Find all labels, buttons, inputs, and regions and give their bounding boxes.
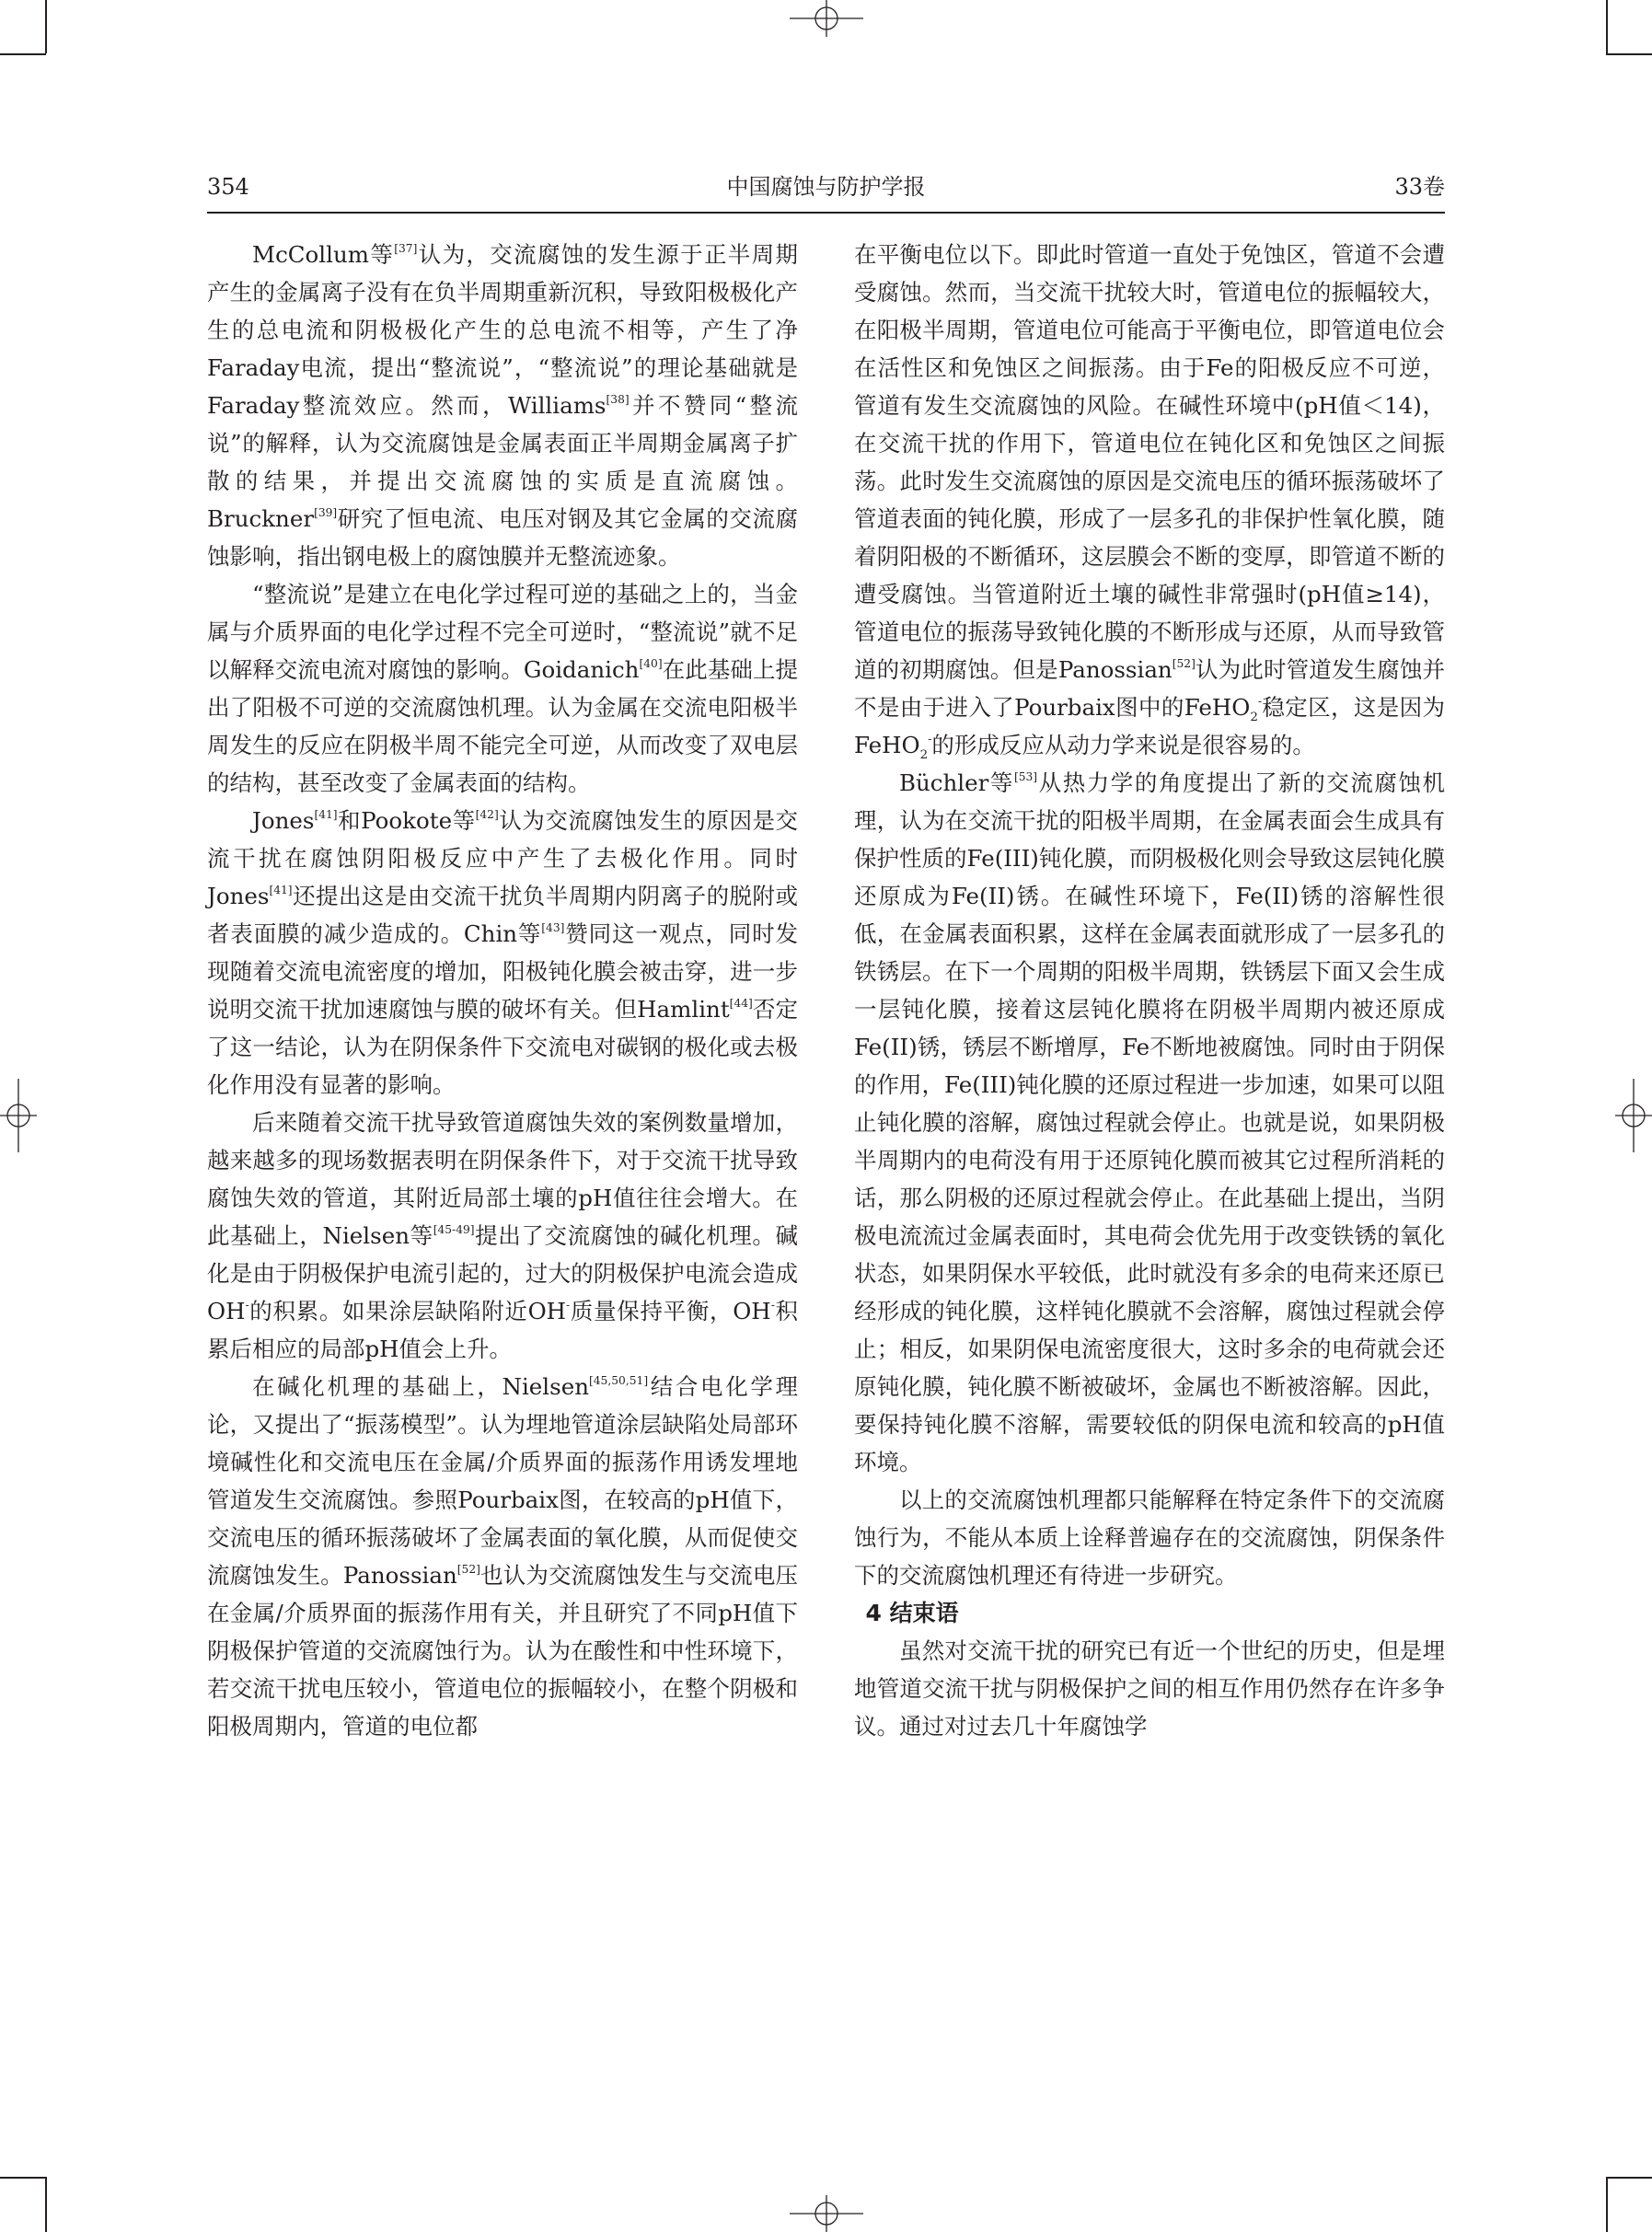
paragraph: 在碱化机理的基础上，Nielsen[45,50,51]结合电化学理论，又提出了“振荡模型”。认为埋地管道涂层缺陷处局部环境碱性化和交流电压在金属/介质界面的振荡作用诱发埋地管道发生交流腐蚀。参照Pourbaix图，在较高的pH值下，交流电压的循环振荡破坏了金属表面的氧化膜，从而促使交流腐蚀发生。Panossian[52]也认为交流腐蚀发生与交流电压在金属/介质界面的振荡作用有关，并且研究了不同pH值下阴极保护管道的交流腐蚀行为。认为在酸性和中性环境下，若交流干扰电压较小，管道电位的振幅较小，在整个阴极和阳极周期内，管道的电位都: [207, 1373, 799, 1740]
crop-mark: [1606, 53, 1652, 55]
header-rule: [207, 212, 1445, 214]
registration-mark-icon: [790, 2195, 863, 2232]
crop-mark: [45, 2177, 47, 2232]
paragraph: McCollum等[37]认为，交流腐蚀的发生源于正半周期产生的金属离子没有在负半周期重新沉积，导致阳极极化产生的总电流和阴极极化产生的总电流不相等，产生了净Faraday电流，提出“整流说”，“整流说”的理论基础就是Faraday整流效应。然而，Williams[38]并不赞同“整流说”的解释，认为交流腐蚀是金属表面正半周期金属离子扩散的结果，并提出交流腐蚀的实质是直流腐蚀。Bruckner[39]研究了恒电流、电压对钢及其它金属的交流腐蚀影响，指出钢电极上的腐蚀膜并无整流迹象。: [207, 241, 798, 570]
paragraph: Jones[41]和Pookote等[42]认为交流腐蚀发生的原因是交流干扰在腐蚀阴阳极反应中产生了去极化作用。同时Jones[41]还提出这是由交流干扰负半周期内阴离子的脱附或者表面膜的减少造成的。Chin等[43]赞同这一观点，同时发现随着交流电流密度的增加，阳极钝化膜会被击穿，进一步说明交流干扰加速腐蚀与膜的破坏有关。但Hamlint[44]否定了这一结论，认为在阴保条件下交流电对碳钢的极化或去极化作用没有显著的影响。: [207, 807, 799, 1098]
paragraph: 在平衡电位以下。即此时管道一直处于免蚀区，管道不会遭受腐蚀。然而，当交流干扰较大时，管道电位的振幅较大，在阳极半周期，管道电位可能高于平衡电位，即管道电位会在活性区和免蚀区之间振荡。由于Fe的阳极反应不可逆，管道有发生交流腐蚀的风险。在碱性环境中(pH值＜14)，在交流干扰的作用下，管道电位在钝化区和免蚀区之间振荡。此时发生交流腐蚀的原因是交流电压的循环振荡破坏了管道表面的钝化膜，形成了一层多孔的非保护性氧化膜，随着阴阳极的不断循环，这层膜会不断的变厚，即管道不断的遭受腐蚀。当管道附近土壤的碱性非常强时(pH值≥14)，管道电位的振荡导致钝化膜的不断形成与还原，从而导致管道的初期腐蚀。但是Panossian[52]认为此时管道发生腐蚀并不是由于进入了Pourbaix图中的FeHO$_2$-稳定区，这是因为FeHO$_2$-的形成反应从动力学来说是很容易的。: [854, 241, 1445, 762]
crop-mark: [0, 2177, 46, 2179]
crop-mark: [45, 0, 47, 53]
crop-mark: [0, 53, 46, 55]
paragraph: 以上的交流腐蚀机理都只能解释在特定条件下的交流腐蚀行为，不能从本质上诠释普遍存在的交流腐蚀，阴保条件下的交流腐蚀机理还有待进一步研究。: [854, 1486, 1445, 1589]
running-header: [207, 168, 1445, 205]
paragraph: 虽然对交流干扰的研究已有近一个世纪的历史，但是埋地管道交流干扰与阴极保护之间的相互作用仍然存在许多争议。通过对过去几十年腐蚀学: [854, 1637, 1445, 1740]
registration-mark-icon: [1615, 1079, 1652, 1152]
paragraph: “整流说”是建立在电化学过程可逆的基础之上的，当金属与介质界面的电化学过程不完全可逆时，“整流说”就不足以解释交流电流对腐蚀的影响。Goidanich[40]在此基础上提出了阳极不可逆的交流腐蚀机理。认为金属在交流电阳极半周发生的反应在阴极半周不能完全可逆，从而改变了双电层的结构，甚至改变了金属表面的结构。: [207, 581, 799, 796]
journal-title: 中国腐蚀与防护学报: [726, 174, 926, 200]
section-heading: 4 结束语: [865, 1600, 959, 1626]
crop-mark: [1606, 0, 1608, 53]
crop-mark: [1606, 2177, 1608, 2232]
crop-mark: [1606, 2177, 1652, 2179]
paragraph: Büchler等[53]从热力学的角度提出了新的交流腐蚀机理，认为在交流干扰的阳极半周期，在金属表面会生成具有保护性质的Fe(III)钝化膜，而阴极极化则会导致这层钝化膜还原成为Fe(II)锈。在碱性环境下，Fe(II)锈的溶解性很低，在金属表面积累，这样在金属表面就形成了一层多孔的铁锈层。在下一个周期的阳极半周期，铁锈层下面又会生成一层钝化膜，接着这层钝化膜将在阴极半周期内被还原成Fe(II)锈，锈层不断增厚，Fe不断地被腐蚀。同时由于阴保的作用，Fe(III)钝化膜的还原过程进一步加速，如果可以阻止钝化膜的溶解，腐蚀过程就会停止。也就是说，如果阴极半周期内的电荷没有用于还原钝化膜而被其它过程所消耗的话，那么阴极的还原过程就会停止。在此基础上提出，当阴极电流流过金属表面时，其电荷会优先用于改变铁锈的氧化状态，如果阴保水平较低，此时就没有多余的电荷来还原已经形成的钝化膜，这样钝化膜就不会溶解，腐蚀过程就会停止；相反，如果阴保电流密度很大，这时多余的电荷就会还原钝化膜，钝化膜不断被破坏，金属也不断被溶解。因此，要保持钝化膜不溶解，需要较低的阴保电流和较高的pH值环境。: [854, 769, 1445, 1475]
page-number: 354: [207, 174, 249, 200]
registration-mark-icon: [790, 0, 863, 37]
paragraph: 后来随着交流干扰导致管道腐蚀失效的案例数量增加，越来越多的现场数据表明在阴保条件下，对于交流干扰导致腐蚀失效的管道，其附近局部土壤的pH值往往会增大。在此基础上，Nielsen等[45-49]提出了交流腐蚀的碱化机理。碱化是由于阴极保护电流引起的，过大的阴极保护电流会造成OH-的积累。如果涂层缺陷附近OH-质量保持平衡，OH-积累后相应的局部pH值会上升。: [207, 1109, 799, 1362]
right-column: [854, 236, 1445, 1745]
registration-mark-icon: [0, 1079, 37, 1152]
left-column: [207, 236, 798, 1745]
volume-label: 33卷: [1394, 174, 1445, 200]
